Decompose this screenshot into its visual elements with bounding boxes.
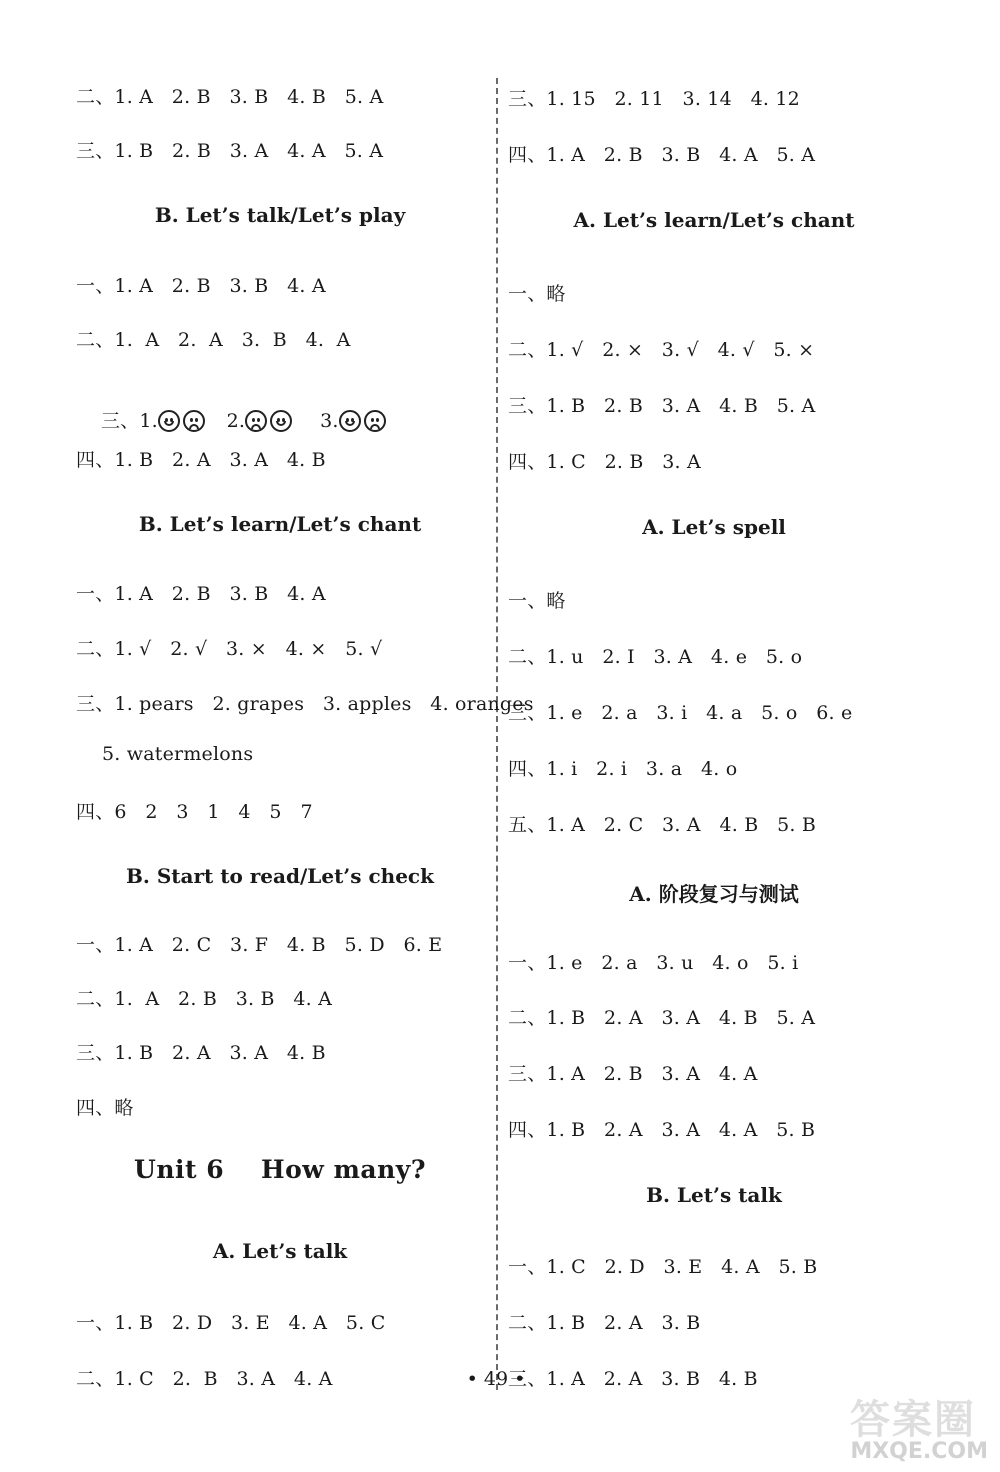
answer-line: 一、略 <box>508 283 566 305</box>
answer-line: 二、1. A 2. A 3. B 4. A <box>76 329 351 351</box>
answer-line: 三、1. 15 2. 11 3. 14 4. 12 <box>508 88 800 110</box>
answer-line: 二、1. C 2. B 3. A 4. A <box>76 1368 333 1390</box>
answer-line: 四、1. i 2. i 3. a 4. o <box>508 758 738 780</box>
answer-line: 二、1. A 2. B 3. B 4. B 5. A <box>76 86 384 108</box>
answer-line: 二、1. B 2. A 3. A 4. B 5. A <box>508 1007 816 1029</box>
unit-title: Unit 6 How many? <box>134 1155 426 1184</box>
section-heading: A. 阶段复习与测试 <box>629 882 799 906</box>
answer-line: 一、1. A 2. C 3. F 4. B 5. D 6. E <box>76 934 443 956</box>
sad-face-icon <box>245 410 267 432</box>
smiley-number: 2. <box>226 410 246 432</box>
happy-face-icon <box>158 410 180 432</box>
answer-line: 一、1. B 2. D 3. E 4. A 5. C <box>76 1312 386 1334</box>
answer-line: 三、1. A 2. A 3. B 4. B <box>508 1368 758 1390</box>
answer-line: 一、1. C 2. D 3. E 4. A 5. B <box>508 1256 818 1278</box>
answer-line: 三、1. B 2. B 3. A 4. B 5. A <box>508 395 816 417</box>
answer-line: 四、1. B 2. A 3. A 4. B <box>76 449 326 471</box>
answer-line: 二、1. √ 2. × 3. √ 4. √ 5. × <box>508 339 815 361</box>
answer-line: 三、1. B 2. B 3. A 4. A 5. A <box>76 140 384 162</box>
answer-line: 5. watermelons <box>102 743 254 765</box>
page-number: • 49 • <box>466 1368 526 1390</box>
answer-line: 一、1. e 2. a 3. u 4. o 5. i <box>508 952 799 974</box>
watermark-text: 答案圈 <box>850 1396 976 1443</box>
column-divider <box>496 78 498 1390</box>
answer-line: 四、6 2 3 1 4 5 7 <box>76 801 313 823</box>
answer-line: 二、1. √ 2. √ 3. × 4. × 5. √ <box>76 638 383 660</box>
smiley-prefix: 三、1. <box>100 410 158 432</box>
answer-line: 三、1. e 2. a 3. i 4. a 5. o 6. e <box>508 702 853 724</box>
section-heading: A. Let’s spell <box>642 515 786 539</box>
sad-face-icon <box>183 410 205 432</box>
section-heading: B. Let’s talk <box>646 1183 782 1207</box>
answer-line: 一、略 <box>508 590 566 612</box>
answer-line: 四、1. A 2. B 3. B 4. A 5. A <box>508 144 816 166</box>
watermark-url: MXQE.COM <box>850 1439 988 1464</box>
answer-line: 二、1. B 2. A 3. B <box>508 1312 701 1334</box>
happy-face-icon <box>270 410 292 432</box>
watermark-logo <box>842 1388 992 1466</box>
section-heading: B. Start to read/Let’s check <box>126 864 434 888</box>
answer-line: 三、1. A 2. B 3. A 4. A <box>508 1063 758 1085</box>
answer-line: 四、1. B 2. A 3. A 4. A 5. B <box>508 1119 816 1141</box>
happy-face-icon <box>339 410 361 432</box>
answer-line: 四、略 <box>76 1097 134 1119</box>
section-heading: A. Let’s learn/Let’s chant <box>573 208 855 232</box>
sad-face-icon <box>364 410 386 432</box>
section-heading: B. Let’s talk/Let’s play <box>154 203 406 227</box>
answer-line: 一、1. A 2. B 3. B 4. A <box>76 583 326 605</box>
answer-line: 三、1. B 2. A 3. A 4. B <box>76 1042 326 1064</box>
smiley-number: 3. <box>320 410 339 432</box>
answer-line: 四、1. C 2. B 3. A <box>508 451 701 473</box>
section-heading: B. Let’s learn/Let’s chant <box>138 512 422 536</box>
answer-line: 二、1. u 2. I 3. A 4. e 5. o <box>508 646 803 668</box>
answer-line: 三、1. pears 2. grapes 3. apples 4. oranges <box>76 693 534 715</box>
answer-line: 一、1. A 2. B 3. B 4. A <box>76 275 326 297</box>
answer-line: 五、1. A 2. C 3. A 4. B 5. B <box>508 814 817 836</box>
answer-line: 二、1. A 2. B 3. B 4. A <box>76 988 333 1010</box>
section-heading: A. Let’s talk <box>212 1239 348 1263</box>
